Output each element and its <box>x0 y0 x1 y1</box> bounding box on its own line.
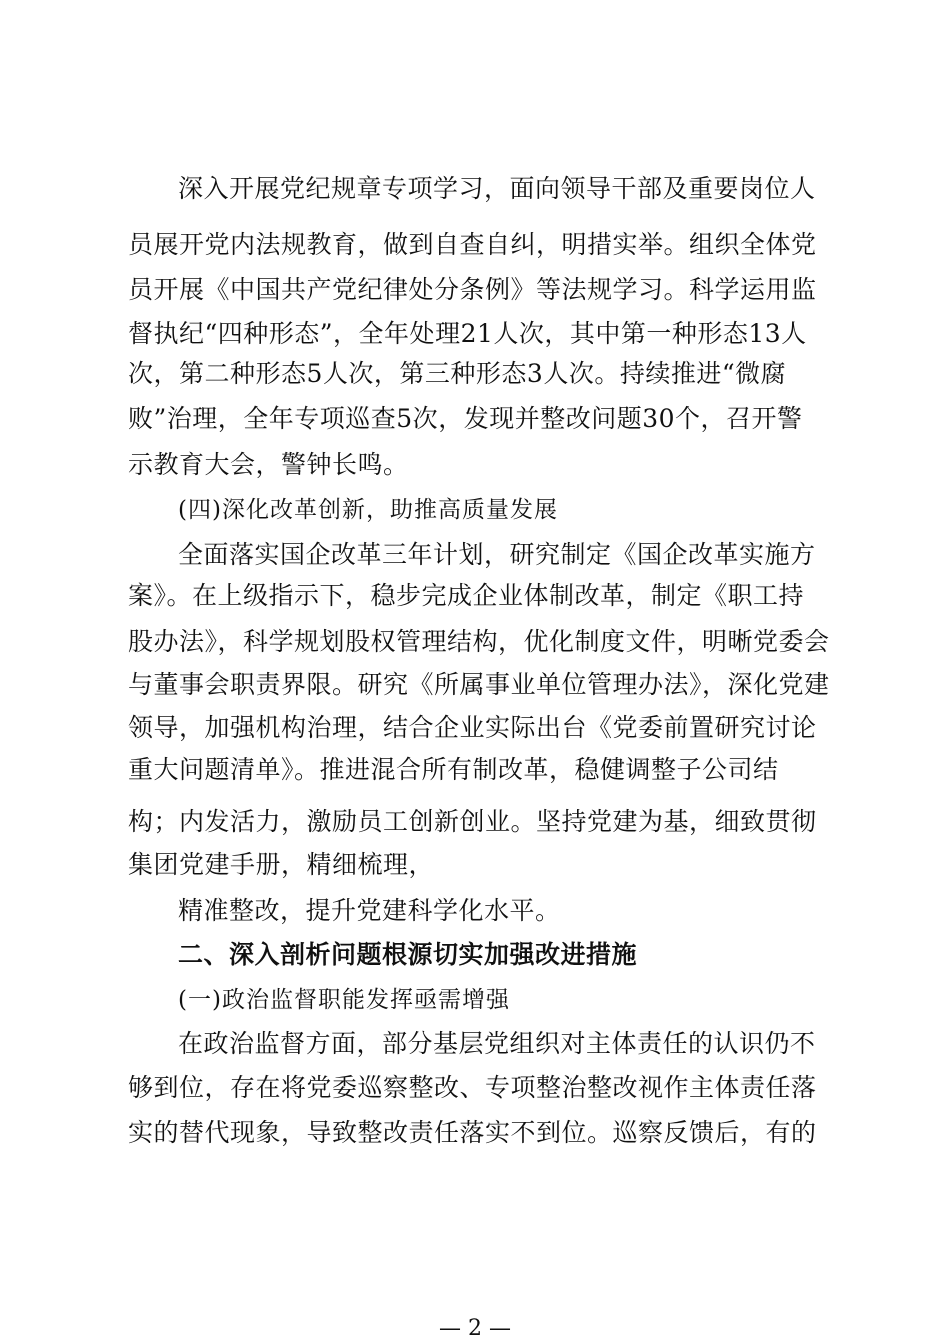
paragraph-line: 在政治监督方面，部分基层党组织对主体责任的认识仍不 <box>178 1029 816 1058</box>
paragraph-line: 实的替代现象，导致整改责任落实不到位。巡察反馈后，有的 <box>128 1118 817 1147</box>
paragraph-line: 督执纪“四种形态”，全年处理21人次，其中第一种形态13人 <box>128 319 807 348</box>
paragraph-line: 全面落实国企改革三年计划，研究制定《国企改革实施方 <box>178 540 816 569</box>
paragraph-line: 精准整改，提升党建科学化水平。 <box>178 896 561 925</box>
paragraph-line: 案》。在上级指示下，稳步完成企业体制改革，制定《职工持 <box>128 581 805 610</box>
paragraph-line: 股办法》，科学规划股权管理结构，优化制度文件，明晰党委会 <box>128 627 830 656</box>
paragraph-line: 领导，加强机构治理，结合企业实际出台《党委前置研究讨论 <box>128 713 817 742</box>
paragraph-line: 示教育大会，警钟长鸣。 <box>128 450 409 479</box>
page-number: — 2 — <box>439 1316 511 1341</box>
paragraph-line: 集团党建手册，精细梳理， <box>128 850 435 879</box>
paragraph-line: 员展开党内法规教育，做到自查自纠，明措实举。组织全体党 <box>128 230 817 259</box>
paragraph-line: 员开展《中国共产党纪律处分条例》等法规学习。科学运用监 <box>128 275 817 304</box>
subheading-4: (四)深化改革创新，助推高质量发展 <box>178 497 558 523</box>
paragraph-line: 与董事会职责界限。研究《所属事业单位管理办法》，深化党建 <box>128 670 830 699</box>
paragraph-line: 构；内发活力，激励员工创新创业。坚持党建为基，细致贯彻 <box>128 807 817 836</box>
paragraph-line: 次，第二种形态5人次，第三种形态3人次。持续推进“微腐 <box>128 359 787 388</box>
paragraph-line: 重大问题清单》。推进混合所有制改革，稳健调整子公司结 <box>128 755 779 784</box>
subheading-1: (一)政治监督职能发挥亟需增强 <box>178 987 510 1013</box>
section-heading-2: 二、深入剖析问题根源切实加强改进措施 <box>178 940 638 969</box>
paragraph-line: 深入开展党纪规章专项学习，面向领导干部及重要岗位人 <box>178 174 816 203</box>
paragraph-line: 够到位，存在将党委巡察整改、专项整治整改视作主体责任落 <box>128 1073 817 1102</box>
paragraph-line: 败”治理，全年专项巡查5次，发现并整改问题30个，召开警 <box>128 404 803 433</box>
